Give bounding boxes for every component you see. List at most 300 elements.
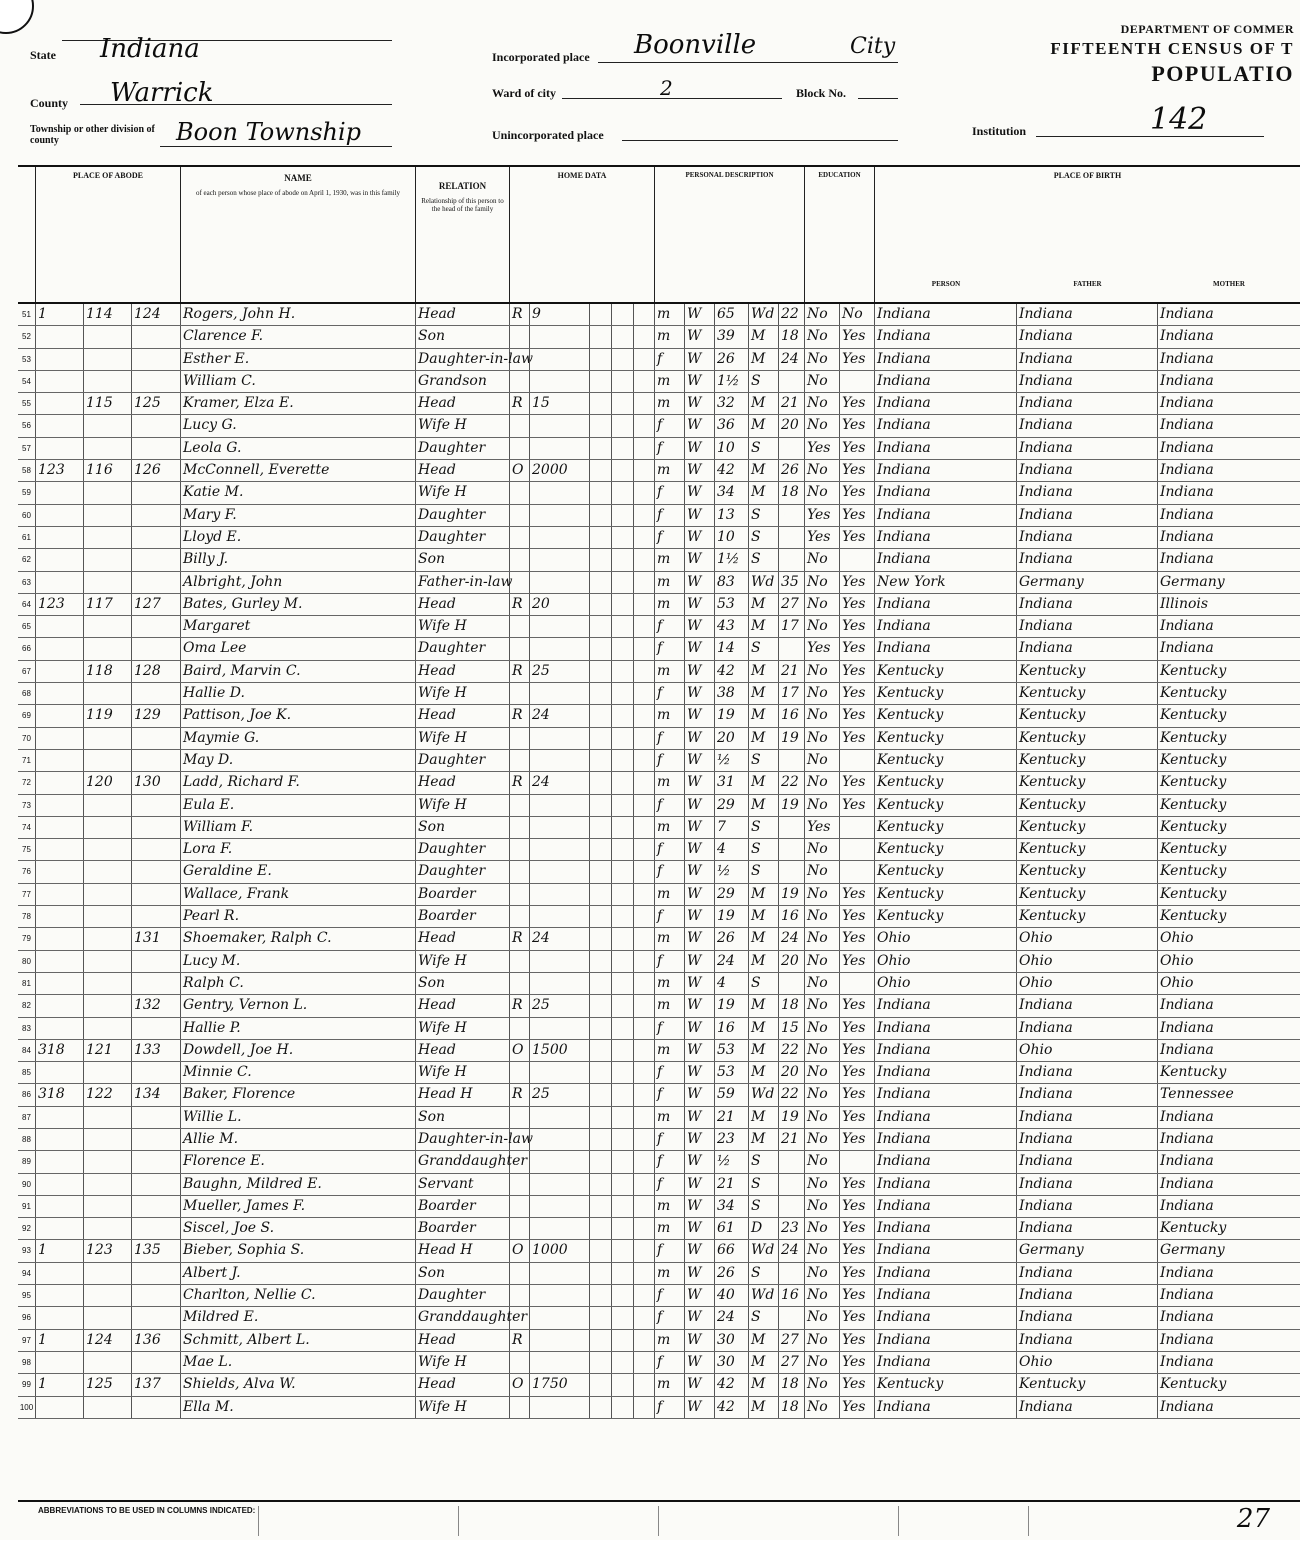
cell-fam [132,1151,181,1172]
cell-fam: 130 [132,772,181,793]
cell-fbp: Indiana [1017,638,1158,659]
cell-rel: Granddaughter [416,1151,510,1172]
relation-header [416,167,510,302]
cell-read: Yes [840,1240,875,1261]
cell-house: 123 [84,1240,132,1261]
table-row [18,1040,1300,1062]
cell-dwell [36,661,84,682]
cell-race: W [685,1151,715,1172]
cell-sch: No [805,951,840,972]
cell-c11 [634,951,655,972]
cell-sex: f [655,1174,685,1195]
table-row [18,817,1300,839]
cell-bp: Indiana [875,393,1017,414]
birth-header [875,167,1300,302]
cell-fam: 134 [132,1084,181,1105]
name-desc: of each person whose place of abode on April 1, 1930, was in this family [195,189,401,198]
cell-agem: 16 [779,906,805,927]
cell-ln: 74 [18,817,36,838]
cell-c10 [612,772,634,793]
cell-value: 24 [530,928,590,949]
cell-tenure [510,1107,530,1128]
cell-bp: Indiana [875,1084,1017,1105]
cell-mbp: Ohio [1160,952,1194,969]
cell-race: W [685,1263,715,1284]
cell-fam [132,1397,181,1418]
cell-house [84,1129,132,1150]
table-row [18,1084,1300,1106]
cell-fam [132,349,181,370]
cell-value: 24 [530,772,590,793]
cell-tenure [510,973,530,994]
township-label: Township or other division of county [30,124,155,146]
cell-c10 [612,527,634,548]
cell-bp: Indiana [875,1196,1017,1217]
cell-race: W [685,482,715,503]
footer-legend-1 [258,1506,361,1536]
cell-name: William F. [181,817,416,838]
cell-sch: No [805,393,840,414]
birth-mother-title: MOTHER [1213,279,1245,288]
cell-sex: f [655,1151,685,1172]
cell-name: Siscel, Joe S. [181,1218,416,1239]
cell-race: W [685,817,715,838]
cell-sex: f [655,505,685,526]
cell-sch: No [805,1285,840,1306]
cell-sex: m [655,772,685,793]
cell-ln: 69 [18,705,36,726]
cell-value [530,371,590,392]
cell-fbp: Indiana [1017,349,1158,370]
cell-agem: 27 [779,594,805,615]
cell-name: Pattison, Joe K. [181,705,416,726]
cell-house: 122 [84,1084,132,1105]
cell-value [530,973,590,994]
cell-race: W [685,1040,715,1061]
cell-rel: Father-in-law [416,572,510,593]
cell-mbp: Indiana [1160,306,1214,322]
cell-tenure [510,1129,530,1150]
cell-house: 117 [84,594,132,615]
cell-age: 32 [715,393,749,414]
cell-c11 [634,1084,655,1105]
cell-mar: S [749,1174,779,1195]
cell-tenure [510,1062,530,1083]
cell-tenure [510,1285,530,1306]
cell-fbp: Indiana [1017,1397,1158,1418]
table-row [18,795,1300,817]
cell-house [84,1062,132,1083]
cell-c10 [612,973,634,994]
abode-title: PLACE OF ABODE [73,171,143,180]
cell-c11 [634,661,655,682]
cell-name: Hallie P. [181,1018,416,1039]
cell-mar: S [749,371,779,392]
cell-house [84,505,132,526]
table-row [18,1107,1300,1129]
cell-agem: 19 [779,1107,805,1128]
cell-mar: M [749,1040,779,1061]
cell-c9 [590,1151,612,1172]
cell-c11 [634,817,655,838]
cell-house [84,728,132,749]
cell-tenure [510,795,530,816]
cell-name: Baughn, Mildred E. [181,1174,416,1195]
cell-age: 21 [715,1174,749,1195]
cell-ln: 52 [18,326,36,347]
table-row [18,572,1300,594]
table-row [18,371,1300,393]
cell-age: 30 [715,1352,749,1373]
cell-race: W [685,326,715,347]
cell-bp: Ohio [875,928,1017,949]
cell-rel: Son [416,817,510,838]
cell-value [530,1263,590,1284]
cell-name: Baird, Marvin C. [181,661,416,682]
cell-dwell [36,1062,84,1083]
cell-ln: 56 [18,415,36,436]
cell-tenure [510,861,530,882]
cell-house [84,1352,132,1373]
table-row [18,928,1300,950]
cell-race: W [685,995,715,1016]
cell-race: W [685,839,715,860]
state-label: State [30,48,56,62]
cell-age: 42 [715,661,749,682]
cell-dwell [36,683,84,704]
table-row [18,326,1300,348]
cell-mar: M [749,884,779,905]
cell-value [530,1107,590,1128]
county-label: County [30,96,69,110]
cell-mbp: Kentucky [1160,796,1227,813]
cell-agem: 21 [779,393,805,414]
cell-rel: Son [416,1263,510,1284]
cell-c9 [590,1330,612,1351]
cell-fam: 126 [132,460,181,481]
cell-sex: m [655,393,685,414]
cell-house [84,1218,132,1239]
cell-read: Yes [840,1330,875,1351]
cell-age: 53 [715,594,749,615]
cell-c9 [590,861,612,882]
cell-dwell [36,1107,84,1128]
cell-fbp: Indiana [1017,460,1158,481]
cell-race: W [685,1240,715,1261]
cell-age: ½ [715,1151,749,1172]
cell-mar: M [749,326,779,347]
cell-rel: Son [416,1107,510,1128]
cell-value [530,1218,590,1239]
cell-mar: M [749,661,779,682]
table-row [18,1397,1300,1419]
cell-c11 [634,371,655,392]
cell-house [84,884,132,905]
cell-c10 [612,1374,634,1395]
cell-tenure [510,527,530,548]
cell-sex: f [655,728,685,749]
cell-dwell [36,349,84,370]
cell-mbp: Illinois [1160,595,1209,612]
cell-value [530,349,590,370]
cell-value: 20 [530,594,590,615]
cell-name: May D. [181,750,416,771]
cell-mar: M [749,1062,779,1083]
cell-c10 [612,705,634,726]
cell-house: 114 [84,304,132,325]
cell-c9 [590,1263,612,1284]
cell-fbp: Indiana [1017,1174,1158,1195]
cell-name: Mueller, James F. [181,1196,416,1217]
cell-age: 42 [715,1374,749,1395]
cell-c9 [590,928,612,949]
cell-tenure: R [510,594,530,615]
cell-tenure [510,683,530,704]
cell-fam [132,549,181,570]
cell-c9 [590,772,612,793]
cell-sex: f [655,638,685,659]
cell-sch: No [805,683,840,704]
cell-c10 [612,638,634,659]
cell-tenure: O [510,1040,530,1061]
cell-rel: Wife H [416,1062,510,1083]
cell-fam [132,1107,181,1128]
table-row [18,1151,1300,1173]
cell-ln: 51 [18,304,36,325]
cell-mar: S [749,973,779,994]
cell-dwell [36,1018,84,1039]
home-data-title: HOME DATA [557,171,607,180]
cell-mar: M [749,728,779,749]
cell-fam [132,839,181,860]
cell-bp: Kentucky [875,906,1017,927]
cell-fbp: Indiana [1017,1196,1158,1217]
table-row [18,906,1300,928]
cell-sch: Yes [805,638,840,659]
cell-tenure: R [510,772,530,793]
cell-race: W [685,1174,715,1195]
cell-read [840,839,875,860]
cell-sex: m [655,1330,685,1351]
cell-house [84,750,132,771]
cell-sch: No [805,884,840,905]
cell-c10 [612,1040,634,1061]
cell-agem: 23 [779,1218,805,1239]
cell-age: 30 [715,1330,749,1351]
cell-age: 19 [715,705,749,726]
cell-dwell [36,1174,84,1195]
cell-age: 7 [715,817,749,838]
footer-legend-5 [1028,1506,1131,1536]
cell-read: Yes [840,1062,875,1083]
cell-dwell: 318 [36,1040,84,1061]
cell-house [84,349,132,370]
cell-bp: Indiana [875,527,1017,548]
cell-sex: m [655,817,685,838]
table-row [18,1196,1300,1218]
cell-fbp: Kentucky [1017,705,1158,726]
cell-name: Albright, John [181,572,416,593]
cell-read: Yes [840,1307,875,1328]
cell-rel: Wife H [416,728,510,749]
cell-c9 [590,1084,612,1105]
line-num-header [18,167,36,302]
cell-c11 [634,638,655,659]
cell-c10 [612,549,634,570]
cell-fam [132,906,181,927]
cell-race: W [685,460,715,481]
cell-name: Oma Lee [181,638,416,659]
cell-sch: No [805,1352,840,1373]
cell-agem: 20 [779,951,805,972]
cell-age: 10 [715,438,749,459]
cell-c11 [634,1263,655,1284]
cell-dwell [36,1218,84,1239]
table-row [18,482,1300,504]
cell-c9 [590,1352,612,1373]
cell-tenure [510,1018,530,1039]
cell-sch: No [805,839,840,860]
cell-mar: S [749,839,779,860]
cell-value [530,839,590,860]
cell-bp: Indiana [875,371,1017,392]
cell-agem: 27 [779,1330,805,1351]
cell-sch: No [805,1374,840,1395]
cell-c11 [634,505,655,526]
cell-bp: Indiana [875,638,1017,659]
cell-name: Charlton, Nellie C. [181,1285,416,1306]
cell-dwell [36,750,84,771]
cell-tenure [510,884,530,905]
cell-house [84,438,132,459]
cell-c10 [612,906,634,927]
cell-mar: S [749,527,779,548]
cell-house: 121 [84,1040,132,1061]
cell-age: 1½ [715,549,749,570]
population-title: POPULATIO [1151,61,1294,86]
cell-bp: Indiana [875,1129,1017,1150]
table-row [18,705,1300,727]
cell-age: 66 [715,1240,749,1261]
cell-sch: No [805,1151,840,1172]
cell-read: Yes [840,1018,875,1039]
cell-agem: 24 [779,928,805,949]
cell-age: 34 [715,1196,749,1217]
table-row [18,861,1300,883]
cell-read: Yes [840,683,875,704]
cell-sch: No [805,1018,840,1039]
cell-race: W [685,951,715,972]
cell-bp: Indiana [875,1174,1017,1195]
cell-mbp: Indiana [1160,1175,1214,1192]
cell-house [84,1151,132,1172]
cell-mbp: Indiana [1160,417,1214,434]
cell-rel: Wife H [416,616,510,637]
cell-read: Yes [840,438,875,459]
incorporated-label: Incorporated place [492,50,590,64]
cell-fbp: Indiana [1017,1285,1158,1306]
cell-agem [779,1174,805,1195]
cell-ln: 81 [18,973,36,994]
cell-bp: Indiana [875,1151,1017,1172]
cell-sex: f [655,527,685,548]
footer-legend-3 [658,1506,761,1536]
cell-sex: m [655,549,685,570]
cell-sex: f [655,683,685,704]
cell-dwell [36,995,84,1016]
cell-value: 25 [530,1084,590,1105]
cell-fam [132,1263,181,1284]
cell-bp: Indiana [875,1040,1017,1061]
cell-c10 [612,1084,634,1105]
cell-dwell [36,527,84,548]
cell-mar: M [749,594,779,615]
cell-dwell [36,1397,84,1418]
cell-c10 [612,817,634,838]
cell-name: Bates, Gurley M. [181,594,416,615]
cell-c10 [612,393,634,414]
cell-ln: 98 [18,1352,36,1373]
cell-fbp: Indiana [1017,616,1158,637]
cell-tenure: R [510,705,530,726]
cell-c10 [612,1263,634,1284]
cell-bp: Indiana [875,995,1017,1016]
cell-mbp: Indiana [1160,1353,1214,1370]
cell-mbp: Indiana [1160,395,1214,412]
cell-c11 [634,1285,655,1306]
cell-value [530,326,590,347]
cell-ln: 54 [18,371,36,392]
cell-bp: Ohio [875,951,1017,972]
cell-value: 1000 [530,1240,590,1261]
cell-dwell: 1 [36,1330,84,1351]
cell-fam [132,1129,181,1150]
cell-sch: No [805,928,840,949]
cell-bp: Kentucky [875,884,1017,905]
cell-sch: No [805,482,840,503]
cell-bp: Kentucky [875,661,1017,682]
cell-tenure: R [510,995,530,1016]
cell-age: 4 [715,973,749,994]
cell-fbp: Indiana [1017,371,1158,392]
table-row [18,728,1300,750]
cell-ln: 82 [18,995,36,1016]
cell-ln: 80 [18,951,36,972]
cell-bp: Indiana [875,438,1017,459]
cell-ln: 100 [18,1397,36,1418]
cell-c10 [612,1062,634,1083]
cell-fbp: Kentucky [1017,884,1158,905]
cell-rel: Son [416,326,510,347]
cell-sex: m [655,371,685,392]
cell-age: 38 [715,683,749,704]
cell-bp: Indiana [875,1263,1017,1284]
cell-value [530,1196,590,1217]
cell-c9 [590,482,612,503]
cell-read [840,817,875,838]
cell-mbp: Indiana [1160,1264,1214,1281]
cell-mbp: Indiana [1160,1398,1214,1415]
cell-ln: 70 [18,728,36,749]
table-row [18,995,1300,1017]
cell-race: W [685,795,715,816]
cell-house [84,371,132,392]
cell-fam [132,482,181,503]
cell-age: 16 [715,1018,749,1039]
cell-c10 [612,1307,634,1328]
cell-tenure: O [510,1374,530,1395]
cell-fbp: Kentucky [1017,817,1158,838]
